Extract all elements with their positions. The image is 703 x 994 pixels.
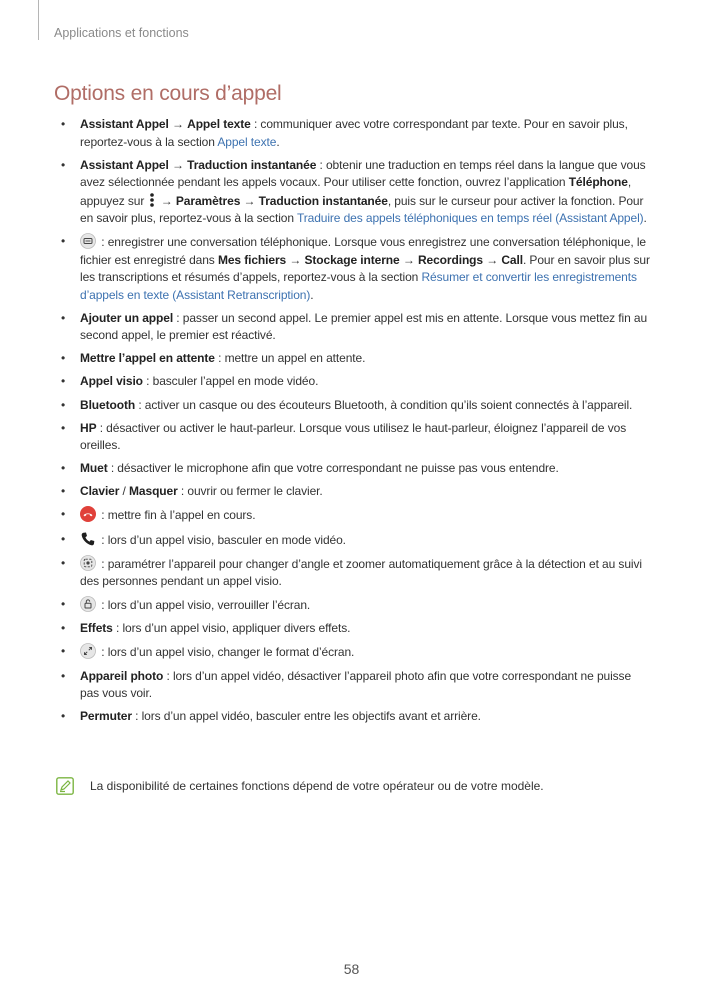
list-item <box>56 483 650 501</box>
arrow: → <box>399 252 418 267</box>
description: : lors d’un appel visio, basculer en mode vidéo. <box>98 532 346 547</box>
arrow: → <box>482 252 502 267</box>
description: : activer un casque ou des écouteurs Bluetooth, à condition qu’ils soient connectés à l’appareil. <box>135 397 633 412</box>
list-item <box>56 668 650 703</box>
term: Masquer <box>129 484 178 499</box>
list-item <box>56 420 650 455</box>
description: : lors d’un appel visio, changer le format d’écran. <box>98 645 355 660</box>
arrow: → <box>240 193 259 208</box>
description: : mettre fin à l’appel en cours. <box>98 508 256 523</box>
screen-format-icon <box>80 643 96 659</box>
term: Effets <box>80 621 113 636</box>
arrow: → <box>168 157 188 172</box>
note-text: La disponibilité de certaines fonctions dépend de votre opérateur ou de votre modèle. <box>90 779 544 793</box>
term: Traduction instantanée <box>258 193 388 208</box>
term: HP <box>80 420 97 435</box>
margin-rule <box>38 0 39 40</box>
description: : lors d’un appel vidéo, basculer entre les objectifs avant et arrière. <box>131 709 481 724</box>
list-item <box>56 116 650 151</box>
term: Permuter <box>80 709 132 724</box>
description: : lors d’un appel visio, appliquer divers effets. <box>112 621 351 636</box>
arrow: → <box>286 252 305 267</box>
cross-reference-link[interactable]: Traduire des appels téléphoniques en temps réel (Assistant Appel) <box>296 211 644 226</box>
list-item <box>56 506 650 525</box>
arrow: → <box>168 117 188 131</box>
description: : désactiver ou activer le haut-parleur. Lorsque vous utilisez le haut-parleur, éloignez l’appareil de vos oreilles. <box>80 420 627 453</box>
list-item <box>56 620 650 638</box>
term: Appareil photo <box>80 668 164 683</box>
auto-framing-icon <box>80 555 96 571</box>
list-item <box>56 643 650 662</box>
lock-screen-icon <box>80 596 96 612</box>
more-options-icon <box>148 192 156 208</box>
record-call-icon <box>80 233 96 249</box>
description: : mettre un appel en attente. <box>214 351 366 366</box>
cross-reference-link[interactable]: Résumer et convertir les enregistrements d’appels en texte (Assistant Retranscription) <box>80 270 637 302</box>
list-item <box>56 460 650 478</box>
list-item <box>56 350 650 368</box>
arrow: → <box>157 193 176 208</box>
term: Muet <box>80 461 108 476</box>
options-list <box>56 116 650 731</box>
running-header: Applications et fonctions <box>54 26 189 40</box>
description: . <box>310 287 314 302</box>
list-item <box>56 555 650 591</box>
phone-icon <box>80 531 96 547</box>
description: : paramétrer l’appareil pour changer d’angle et zoomer automatiquement grâce à la détection et au suivi des personnes pendant un appel visio. <box>80 556 642 589</box>
term: Appel visio <box>80 374 143 389</box>
description: : basculer l’appel en mode vidéo. <box>142 374 319 389</box>
list-item <box>56 596 650 615</box>
list-item <box>56 397 650 415</box>
description: : communiquer avec votre correspondant par texte. Pour en savoir plus, reportez-vous à la section <box>80 117 628 149</box>
description: : obtenir une traduction en temps réel dans la langue que vous avez sélectionnée pendant les appels vocaux. Pour utiliser cette fonction, ouvrez l’application <box>80 157 646 190</box>
description: : lors d’un appel visio, verrouiller l’écran. <box>98 598 311 613</box>
term: Assistant Appel <box>80 117 169 131</box>
page-title: Options en cours d’appel <box>54 82 282 105</box>
separator: / <box>119 484 130 499</box>
term: Bluetooth <box>80 397 136 412</box>
description: , puis sur le curseur pour activer la fonction. Pour en savoir plus, reportez-vous à la section <box>80 193 644 226</box>
cross-reference-link[interactable]: Appel texte <box>217 134 277 149</box>
term: Recordings <box>417 252 483 267</box>
description: : ouvrir ou fermer le clavier. <box>177 484 323 499</box>
note-icon <box>56 777 74 795</box>
description: . <box>276 134 280 149</box>
term: Appel texte <box>187 117 251 131</box>
page-number: 58 <box>343 961 360 977</box>
term: Ajouter un appel <box>80 310 174 325</box>
term: Clavier <box>80 484 120 499</box>
list-item <box>56 233 650 304</box>
description: : lors d’un appel vidéo, désactiver l’appareil photo afin que votre correspondant ne puisse pas vous voir. <box>80 668 632 700</box>
description: : enregistrer une conversation téléphonique. Lorsque vous enregistrez une conversation téléphonique, le fichier est enregistré dans <box>80 235 646 267</box>
list-item <box>56 531 650 550</box>
term: Assistant Appel <box>80 157 169 172</box>
description: : passer un second appel. Le premier appel est mis en attente. Lorsque vous mettez fin au second appel, le premier est réactivé. <box>80 310 648 343</box>
description: : désactiver le microphone afin que votre correspondant ne puisse pas vous entendre. <box>107 461 559 476</box>
list-item <box>56 708 650 726</box>
term: Mettre l’appel en attente <box>80 351 215 366</box>
description: , appuyez sur <box>80 175 632 208</box>
term: Mes fichiers <box>217 252 287 267</box>
term: Stockage interne <box>304 252 400 267</box>
description: . Pour en savoir plus sur les transcriptions et résumés d’appels, reportez-vous à la section <box>80 252 650 285</box>
list-item <box>56 373 650 391</box>
list-item <box>56 157 650 228</box>
term: Traduction instantanée <box>187 157 317 172</box>
term: Call <box>501 252 523 267</box>
description: . <box>643 211 647 226</box>
list-item <box>56 310 650 345</box>
term: Paramètres <box>175 193 241 208</box>
end-call-icon <box>80 506 96 522</box>
term: Téléphone <box>568 175 628 190</box>
